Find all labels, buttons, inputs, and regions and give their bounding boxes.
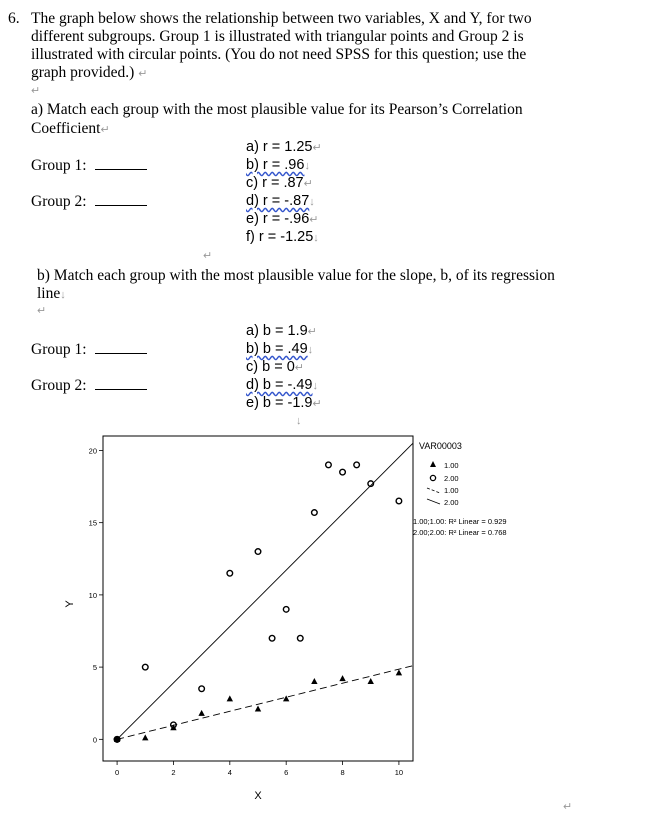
intro-line-4: graph provided.) ↵ <box>31 64 148 81</box>
part-a-group1: Group 1: <box>31 157 147 175</box>
part-b-group1: Group 1: <box>31 341 147 359</box>
part-b-option-d: d) b = -.49↓ <box>246 377 318 393</box>
part-b-option-a: a) b = 1.9↵ <box>246 323 317 339</box>
part-a-group2: Group 2: <box>31 193 147 211</box>
paragraph-mark: ↵ <box>31 85 41 97</box>
legend-entry-2: 2.00 <box>444 474 459 483</box>
part-a-prompt-line-2: Coefficient↵ <box>31 120 110 137</box>
legend-entry-4: 2.00 <box>444 498 459 507</box>
legend-entry-1: 1.00 <box>444 461 459 470</box>
part-a-group2-blank[interactable] <box>95 193 147 206</box>
part-a-option-e: e) r = -.96↵ <box>246 211 319 227</box>
x-tick-label: 10 <box>394 768 404 777</box>
y-tick-label: 10 <box>88 590 97 600</box>
legend <box>413 441 507 537</box>
scatter-chart <box>0 432 664 812</box>
part-a-option-b: b) r = .96↓ <box>246 157 310 173</box>
legend-solid-line <box>427 499 440 504</box>
part-b-option-b: b) b = .49↓ <box>246 341 314 357</box>
x-tick-label: 6 <box>284 768 289 777</box>
intro-line-1: The graph below shows the relationship between two variables, X and Y, for two <box>31 10 532 27</box>
part-a-option-d: d) r = -.87↓ <box>246 193 315 209</box>
question-number: 6. <box>8 10 20 27</box>
part-a-option-c: c) r = .87↵ <box>246 175 313 191</box>
paragraph-mark: ↵ <box>37 305 47 317</box>
x-tick-label: 2 <box>171 768 176 777</box>
y-tick-label: 20 <box>88 446 97 456</box>
paragraph-mark: ↵ <box>563 801 573 813</box>
part-b-group2-blank[interactable] <box>95 377 147 390</box>
intro-line-3: illustrated with circular points. (You do not need SPSS for this question; use the <box>31 46 527 63</box>
legend-circle-marker <box>430 475 435 480</box>
paragraph-mark: ↓ <box>296 415 302 427</box>
y-axis-label: Y <box>64 600 76 608</box>
part-a-option-f: f) r = -1.25↓ <box>246 229 319 245</box>
legend-triangle-marker <box>430 461 436 467</box>
part-b-group2: Group 2: <box>31 377 147 395</box>
legend-dashed-line <box>427 488 440 493</box>
legend-entry-3: 1.00 <box>444 486 459 495</box>
y-tick-label: 15 <box>88 518 97 528</box>
part-a-option-a: a) r = 1.25↵ <box>246 139 322 155</box>
intro-line-2: different subgroups. Group 1 is illustrated with triangular points and Group 2 is <box>31 28 524 45</box>
x-axis-label: X <box>254 790 262 802</box>
paragraph-mark: ↵ <box>203 250 213 262</box>
part-b-prompt-line-1: b) Match each group with the most plausible value for the slope, b, of its regression <box>37 267 555 284</box>
y-tick-label: 5 <box>92 663 97 673</box>
legend-fit-note-2: 2.00;2.00: R² Linear = 0.768 <box>413 528 507 537</box>
part-a-prompt-line-1: a) Match each group with the most plausible value for its Pearson’s Correlation <box>31 101 523 118</box>
legend-fit-note-1: 1.00;1.00: R² Linear = 0.929 <box>413 517 507 526</box>
part-b-prompt-line-2: line↓ <box>37 285 66 302</box>
x-tick-label: 0 <box>115 768 120 777</box>
x-tick-label: 4 <box>227 768 232 777</box>
part-a-group1-blank[interactable] <box>95 157 147 170</box>
part-b-option-e: e) b = -1.9↵ <box>246 395 322 411</box>
part-b-group1-blank[interactable] <box>95 341 147 354</box>
x-tick-label: 8 <box>340 768 345 777</box>
y-tick-label: 0 <box>92 735 97 745</box>
legend-title: VAR00003 <box>419 441 462 451</box>
origin-point <box>114 736 121 743</box>
part-b-option-c: c) b = 0↵ <box>246 359 304 375</box>
